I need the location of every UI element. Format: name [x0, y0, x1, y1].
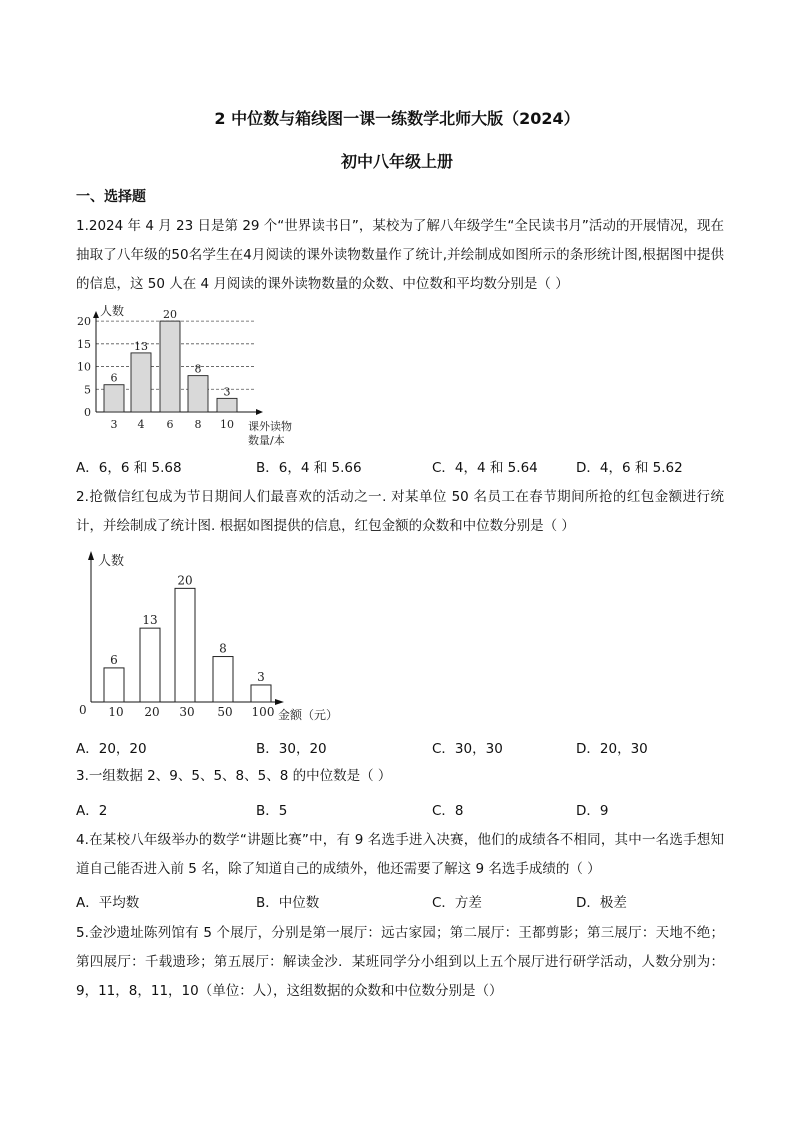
data-label: 20 [177, 573, 193, 588]
data-label: 13 [134, 339, 148, 353]
x-axis-label: 数量/本 [248, 434, 285, 447]
option-a[interactable]: A．6，6 和 5.68 [76, 460, 182, 476]
bar [188, 376, 208, 412]
x-axis-label: 课外读物 [248, 420, 292, 433]
x-tick-label: 30 [179, 705, 195, 719]
origin-label: 0 [79, 703, 87, 717]
option-d[interactable]: D．极差 [576, 895, 627, 911]
data-label: 8 [194, 362, 202, 376]
option-c[interactable]: C．4，4 和 5.64 [432, 460, 538, 476]
option-a[interactable]: A．20，20 [76, 741, 147, 757]
data-label: 6 [110, 371, 118, 385]
bar [251, 685, 271, 702]
option-a[interactable]: A．平均数 [76, 895, 140, 911]
option-b[interactable]: B．中位数 [256, 895, 320, 911]
x-tick-label: 100 [251, 705, 275, 719]
question-4-text: 4.在某校八年级举办的数学“讲题比赛”中，有 9 名选手进入决赛，他们的成绩各不相同，其中一名选手想知道自己能否进入前 5 名，除了知道自己的成绩外，他还需要了解这 9 名选手成绩的（ ） [76, 832, 724, 877]
option-d[interactable]: D．9 [576, 803, 609, 819]
question-3-options [76, 799, 724, 819]
x-axis-arrow [275, 699, 284, 705]
option-c[interactable]: C．方差 [432, 895, 482, 911]
data-label: 3 [257, 669, 265, 684]
bar [140, 628, 160, 702]
bar [104, 385, 124, 412]
page-subtitle: 初中八年级上册 [340, 152, 453, 171]
y-tick-label: 10 [77, 360, 91, 374]
y-axis-label: 人数 [98, 554, 125, 569]
question-1-options [76, 456, 724, 476]
bar [175, 588, 195, 702]
option-c[interactable]: C．8 [432, 803, 464, 819]
page-title: 2 中位数与箱线图一课一练数学北师大版（2024） [214, 109, 580, 128]
x-tick-label: 20 [144, 705, 160, 719]
data-label: 13 [142, 613, 158, 628]
y-tick-label: 5 [84, 383, 91, 397]
data-label: 6 [110, 652, 118, 667]
x-tick-label: 10 [220, 418, 234, 431]
option-d[interactable]: D．20，30 [576, 741, 648, 757]
y-axis-label: 人数 [100, 304, 125, 318]
y-tick-label: 15 [77, 337, 91, 351]
x-tick-label: 3 [110, 418, 118, 431]
option-d[interactable]: D．4，6 和 5.62 [576, 460, 683, 476]
option-b[interactable]: B．5 [256, 803, 288, 819]
x-axis-arrow [256, 409, 263, 415]
bar [131, 353, 151, 412]
x-tick-label: 50 [217, 705, 233, 719]
option-b[interactable]: B．6，4 和 5.66 [256, 460, 362, 476]
reading-count-bar-chart [70, 302, 310, 452]
y-tick-label: 20 [77, 315, 91, 329]
question-1-text: 1.2024 年 4 月 23 日是第 29 个“世界读书日”，某校为了解八年级学生“全民读书月”活动的开展情况，现在抽取了八年级的50名学生在4月阅读的课外读物数量作了统计,并绘制成如图所示的条形统计图,根据图中提供的信息，这 50 人在 4 月阅读的课外读物数量的众数、中位数和平均数分别是（ ） [76, 218, 724, 292]
y-tick-label: 0 [84, 406, 91, 419]
question-5-text: 5.金沙遗址陈列馆有 5 个展厅，分别是第一展厅：远古家园；第二展厅：王都剪影；第三展厅：天地不绝；第四展厅：千载遗珍；第五展厅：解读金沙．某班同学分小组到以上五个展厅进行研学活动，人数分别为：9，11，8，11，10（单位：人），这组数据的众数和中位数分别是（） [76, 925, 724, 999]
data-label: 3 [223, 385, 231, 399]
option-c[interactable]: C．30，30 [432, 741, 503, 757]
option-a[interactable]: A．2 [76, 803, 108, 819]
bar [104, 668, 124, 702]
bar [213, 657, 233, 702]
y-axis-arrow [88, 551, 94, 560]
bar [217, 398, 237, 412]
x-tick-label: 6 [166, 418, 174, 431]
x-axis-label: 金额（元） [278, 708, 339, 722]
x-tick-label: 8 [194, 418, 202, 431]
question-3-text: 3.一组数据 2、9、5、5、8、5、8 的中位数是（ ） [76, 768, 392, 784]
option-b[interactable]: B．30，20 [256, 741, 327, 757]
question-2-options [76, 737, 724, 757]
red-packet-bar-chart [70, 545, 360, 730]
x-tick-label: 10 [108, 705, 124, 719]
data-label: 8 [219, 641, 227, 656]
question-2-text: 2.抢微信红包成为节日期间人们最喜欢的活动之一. 对某单位 50 名员工在春节期间所抢的红包金额进行统计，并绘制成了统计图. 根据如图提供的信息，红包金额的众数和中位数分别是（ ） [76, 489, 724, 534]
y-axis-arrow [93, 311, 99, 318]
data-label: 20 [163, 308, 177, 322]
bar [160, 321, 180, 412]
section-heading: 一、选择题 [76, 189, 146, 205]
x-tick-label: 4 [137, 418, 145, 431]
question-4-options [76, 891, 724, 911]
